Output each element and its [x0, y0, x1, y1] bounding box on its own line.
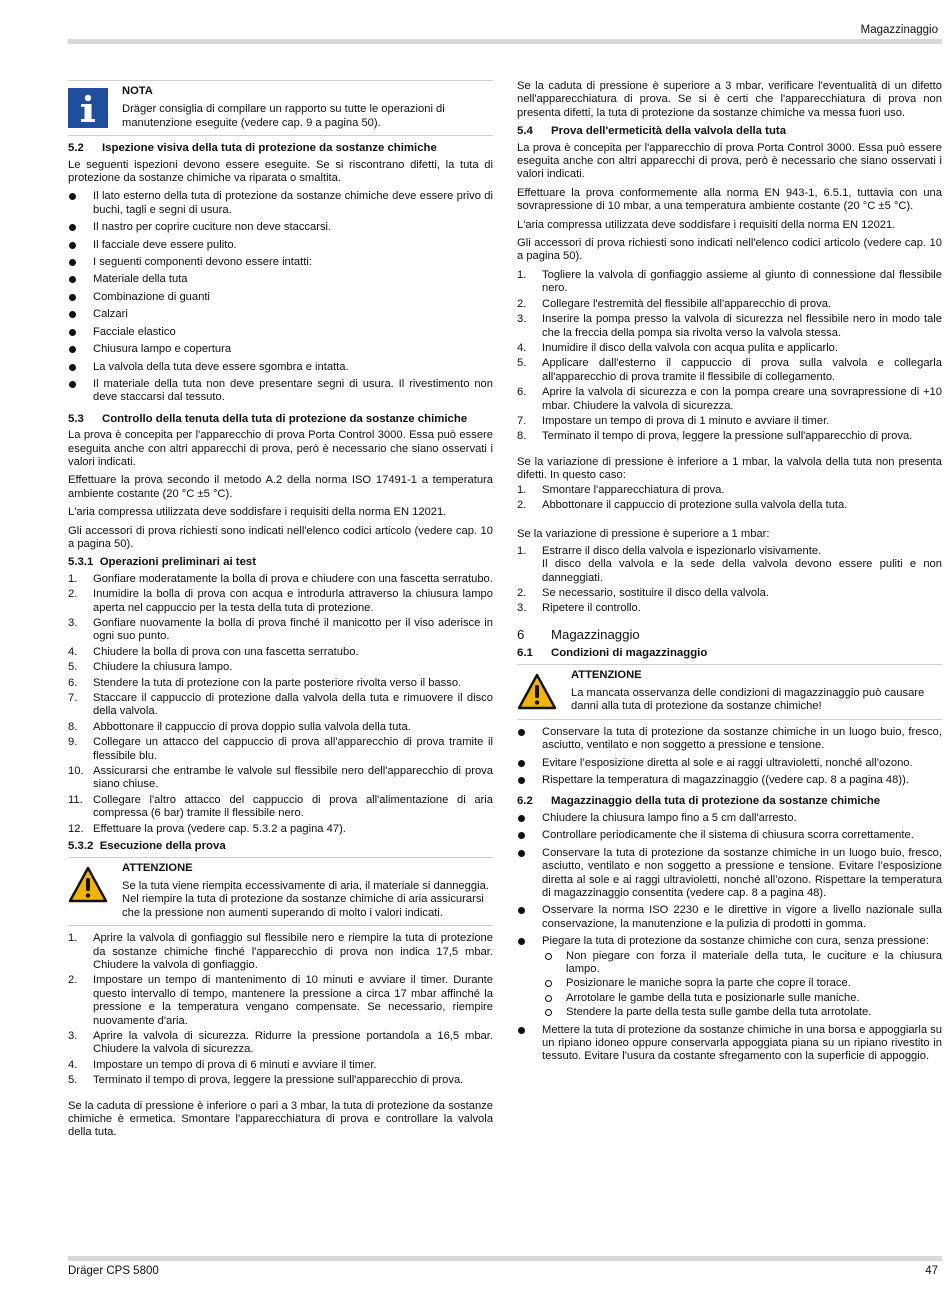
storage-steps-list: [517, 812, 942, 1064]
footer-product: Dräger CPS 5800: [68, 1265, 159, 1277]
section-5-2-intro: Le seguenti ispezioni devono essere eseguite. Se si riscontrano difetti, la tuta di protezione da sostanze chimiche va riparata o smaltita.: [68, 158, 493, 185]
list-item: Conservare la tuta di protezione da sostanze chimiche in un luogo buio, fresco, asciutto, ventilato e non soggetto a pressione e tensione.: [517, 726, 942, 753]
test-steps: [68, 932, 493, 1087]
sublist-item: Non piegare con forza il materiale della tuta, le cuciture e la chiusura lampo.: [542, 950, 942, 977]
right-column: [517, 80, 942, 1068]
page-number: 47: [925, 1265, 938, 1277]
section-6-2-heading: 6.2 Magazzinaggio della tuta di protezione da sostanze chimiche: [517, 795, 881, 808]
list-item: Combinazione di guanti: [68, 291, 493, 304]
section-5-3-1-heading: 5.3.1 Operazioni preliminari ai test: [68, 556, 257, 569]
note-title: NOTA: [122, 85, 153, 97]
step-item: 2. Se necessario, sostituire il disco della valvola.: [517, 587, 769, 599]
left-column: [68, 80, 493, 1145]
list-item: Osservare la norma ISO 2230 e le direttive in vigore a livello nazionale sulla conservazione, la manutenzione e la pulizia di prodotti in gomma.: [517, 904, 942, 931]
paragraph: Effettuare la prova conformemente alla norma EN 943-1, 6.5.1, tuttavia con una sovrapressione di 10 mbar, a una temperatura ambiente costante (20 °C ±5 °C).: [517, 186, 942, 213]
sublist-item: Stendere la parte della testa sulle gambe della tuta arrotolate.: [542, 1006, 942, 1019]
list-item: La valvola della tuta deve essere sgombra e intatta.: [68, 361, 493, 374]
step-item: 4. Impostare un tempo di prova di 6 minuti e avviare il timer.: [68, 1058, 377, 1071]
warning-title: ATTENZIONE: [571, 668, 642, 681]
list-item: Il facciale deve essere pulito.: [68, 239, 493, 252]
warning-box: [517, 664, 942, 720]
step-item: 3. Inserire la pompa presso la valvola di sicurezza nel flessibile nero in modo tale che la freccia della pompa sia rivolta verso la valvola stessa.: [517, 313, 942, 339]
note-text: Dräger consiglia di compilare un rapporto su tutte le operazioni di manutenzione eseguite (vedere cap. 9 a pagina 50).: [122, 103, 445, 129]
step-item: 4. Inumidire il disco della valvola con acqua pulita e applicarlo.: [517, 341, 839, 354]
chapter-6-heading: 6 Magazzinaggio: [517, 626, 640, 642]
section-5-4-heading: 5.4 Prova dell'ermeticità della valvola della tuta: [517, 125, 787, 138]
section-5-2-heading: 5.2 Ispezione visiva della tuta di protezione da sostanze chimiche: [68, 142, 437, 155]
warning-box: [68, 857, 493, 927]
paragraph: Effettuare la prova secondo il metodo A.2 della norma ISO 17491-1 a temperatura ambiente costante (20 °C ±5 °C).: [68, 474, 493, 500]
list-item: Calzari: [68, 308, 493, 321]
high-pressure-steps: [517, 545, 942, 616]
step-item: 2. Collegare l'estremità del flessibile all'apparecchio di prova.: [517, 297, 832, 310]
section-5-3-2-heading: 5.3.2 Esecuzione della prova: [68, 840, 226, 853]
paragraph: Se la caduta di pressione è superiore a 3 mbar, verificare l'eventualità di un difetto nell'apparecchiatura di prova. Se si è certi che l'apparecchiatura di prova non presenta difetti, la tuta di protezione da sostanze chimiche va messa fuori uso.: [517, 80, 942, 119]
step-item: 12. Effettuare la prova (vedere cap. 5.3.2 a pagina 47).: [68, 822, 346, 835]
sublist-item: Posizionare le maniche sopra la parte che copre il torace.: [542, 977, 942, 990]
list-item: Chiusura lampo e copertura: [68, 343, 493, 356]
step-item: 6. Aprire la valvola di sicurezza e con la pompa creare una sovrapressione di +10 mbar. Chiudere la valvola di sicurezza.: [517, 386, 942, 412]
list-item: Evitare l’esposizione diretta al sole e ai raggi ultravioletti, nonché all’ozono.: [517, 757, 942, 770]
list-item: Piegare la tuta di protezione da sostanze chimiche con cura, senza pressione: Non piegare con forza il materiale della tuta, le cuciture e la chiusura lampo. Posizionare le maniche sopra la parte che copre il torace. Arrotolare le gambe della tuta e posizionarle sulle maniche. Stendere la parte della testa sulle gambe della tuta arrotolate.: [517, 935, 942, 1019]
step-item: 1. Gonfiare moderatamente la bolla di prova e chiudere con una fascetta serratubo.: [68, 572, 493, 585]
step-item: 8. Terminato il tempo di prova, leggere la pressione sull'apparecchio di prova.: [517, 430, 913, 443]
valve-test-steps: [517, 269, 942, 444]
list-item: Il materiale della tuta non deve presentare segni di usura. Il rivestimento non deve staccarsi dal tessuto.: [68, 378, 493, 405]
warning-text: Se la tuta viene riempita eccessivamente di aria, il materiale si danneggia.: [122, 879, 489, 892]
step-item: 1. Smontare l'apparecchiatura di prova.: [517, 483, 725, 496]
step-item: 3. Ripetere il controllo.: [517, 602, 641, 615]
sublist-item: Arrotolare le gambe della tuta e posizionarle sulle maniche.: [542, 992, 942, 1005]
section-5-3-heading: 5.3 Controllo della tenuta della tuta di protezione da sostanze chimiche: [68, 412, 468, 425]
folding-sublist: [542, 950, 942, 1020]
step-item: 4. Chiudere la bolla di prova con una fascetta serratubo.: [68, 645, 359, 658]
paragraph: Gli accessori di prova richiesti sono indicati nell'elenco codici articolo (vedere cap. 10 a pagina 50).: [68, 524, 493, 550]
warning-icon: [517, 672, 557, 712]
running-header: Magazzinaggio: [860, 24, 938, 36]
step-item: 7. Impostare un tempo di prova di 1 minuto e avviare il timer.: [517, 414, 830, 427]
paragraph: La prova è concepita per l'apparecchio di prova Porta Control 3000. Essa può essere eseguita anche con altri apparecchi di prova, però è necessario che siano osservati i valori indicati.: [68, 429, 493, 468]
list-item: Facciale elastico: [68, 326, 493, 339]
step-item: 11. Collegare l'altro attacco del cappuccio di prova all'alimentazione di aria compressa (6 bar) tramite il flessibile nero.: [68, 793, 493, 820]
step-item: 5. Terminato il tempo di prova, leggere la pressione sull'apparecchio di prova.: [68, 1074, 464, 1087]
step-item: 2. Abbottonare il cappuccio di protezione sulla valvola della tuta.: [517, 498, 848, 511]
list-item: Controllare periodicamente che il sistema di chiusura scorra correttamente.: [517, 829, 942, 842]
warning-text: La mancata osservanza delle condizioni di magazzinaggio può causare danni alla tuta di protezione da sostanze chimiche!: [571, 687, 925, 713]
list-item: Mettere la tuta di protezione da sostanze chimiche in una borsa e appoggiarla su un ripiano idoneo oppure conservarla appoggiata piana su un ripiano rivestito in tessuto. Evitare l'usura da costante sfregamento con la superficie di appoggio.: [517, 1024, 942, 1064]
paragraph: La prova è concepita per l'apparecchio di prova Porta Control 3000. Essa può essere eseguita anche con altri apparecchi di prova, però è necessario che siano osservati i valori indicati.: [517, 141, 942, 181]
paragraph: Gli accessori di prova richiesti sono indicati nell'elenco codici articolo (vedere cap. 10 a pagina 50).: [517, 237, 942, 263]
list-item: Rispettare la temperatura di magazzinaggio ((vedere cap. 8 a pagina 48)).: [517, 774, 942, 787]
paragraph: Se la variazione di pressione è superiore a 1 mbar:: [517, 528, 770, 541]
step-item: 1. Estrarre il disco della valvola e ispezionarlo visivamente. Il disco della valvola e la sede della valvola devono essere puliti e non danneggiati.: [517, 544, 942, 584]
paragraph: L'aria compressa utilizzata deve soddisfare i requisiti della norma EN 12021.: [68, 506, 447, 519]
warning-icon: [68, 865, 108, 905]
footer-rule: [68, 1256, 942, 1261]
low-pressure-steps: [517, 484, 942, 513]
step-item: 1. Aprire la valvola di gonfiaggio sul flessibile nero e riempire la tuta di protezione da sostanze chimiche finché l'apparecchio di prova non indica 17,5 mbar. Chiudere la valvola di gonfiaggio.: [68, 932, 493, 971]
list-item: Materiale della tuta: [68, 273, 493, 286]
step-item: 5. Applicare dall'esterno il cappuccio di prova sulla valvola e collegarla all'apparecchio di prova tramite il flessibile di collegamento.: [517, 357, 942, 383]
step-item: 2. Inumidire la bolla di prova con acqua e introdurla attraverso la chiusura lampo aperta nel cappuccio per la testa della tuta di protezione.: [68, 588, 493, 614]
header-rule: [68, 39, 942, 44]
preliminary-steps: [68, 573, 493, 836]
step-item: 5. Chiudere la chiusura lampo.: [68, 661, 233, 674]
step-item: 9. Collegare un attacco del cappuccio di prova all'apparecchio di prova tramite il flessibile blu.: [68, 736, 493, 762]
warning-title: ATTENZIONE: [122, 861, 193, 874]
step-item: 1. Togliere la valvola di gonfiaggio assieme al giunto di connessione dal flessibile nero.: [517, 268, 942, 295]
paragraph: Se la variazione di pressione è inferiore a 1 mbar, la valvola della tuta non presenta difetti. In questo caso:: [517, 455, 942, 482]
step-item: 2. Impostare un tempo di mantenimento di 10 minuti e avviare il timer. Durante questo intervallo di tempo, mantenere la pressione a circa 17 mbar affinché la pressione e la temperatura vengano compensate. Se necessario, riempire nuovamente d'aria.: [68, 974, 493, 1027]
list-item: Il nastro per coprire cuciture non deve staccarsi.: [68, 221, 493, 234]
list-item: Il lato esterno della tuta di protezione da sostanze chimiche deve essere privo di buchi, tagli e segni di usura.: [68, 190, 493, 217]
paragraph: L'aria compressa utilizzata deve soddisfare i requisiti della norma EN 12021.: [517, 218, 896, 231]
paragraph: Se la caduta di pressione è inferiore o pari a 3 mbar, la tuta di protezione da sostanze chimiche è ermetica. Smontare l'apparecchiatura di prova e controllare la valvola della tuta.: [68, 1099, 493, 1139]
section-6-1-heading: 6.1 Condizioni di magazzinaggio: [517, 647, 708, 660]
step-item: 8. Abbottonare il cappuccio di prova doppio sulla valvola della tuta.: [68, 720, 411, 733]
info-icon: [68, 88, 108, 128]
warning-text: Nel riempire la tuta di protezione da sostanze chimiche di aria assicurarsi che la pressione non aumenti superando di molto i valori indicati.: [122, 893, 484, 919]
inspection-list: [68, 190, 493, 404]
step-item: 7. Staccare il cappuccio di protezione dalla valvola della tuta e rimuovere il disco della valvola.: [68, 692, 493, 718]
note-box: [68, 80, 493, 136]
list-item: Conservare la tuta di protezione da sostanze chimiche in un luogo buio, fresco, asciutto, ventilato e non soggetto a pressione e tensione. Evitare l’esposizione diretta al sole e ai raggi ultravioletti, nonché all’ozono. Rispettare la temperatura di magazzinaggio consentita (vedere cap. 8 a pagina 48).: [517, 847, 942, 901]
step-item: 6. Stendere la tuta di protezione con la parte posteriore rivolta verso il basso.: [68, 676, 462, 689]
step-item: 3. Aprire la valvola di sicurezza. Ridurre la pressione portandola a 16,5 mbar. Chiudere la valvola di sicurezza.: [68, 1029, 493, 1056]
step-item: 3. Gonfiare nuovamente la bolla di prova finché il manicotto per il viso aderisce in ogni suo punto.: [68, 617, 493, 643]
storage-conditions-list: [517, 726, 942, 788]
list-item: Chiudere la chiusura lampo fino a 5 cm dall'arresto.: [517, 812, 942, 825]
step-item: 10. Assicurarsi che entrambe le valvole sul flessibile nero dell'apparecchio di prova siano chiuse.: [68, 765, 493, 791]
list-item: I seguenti componenti devono essere intatti:: [68, 256, 493, 269]
